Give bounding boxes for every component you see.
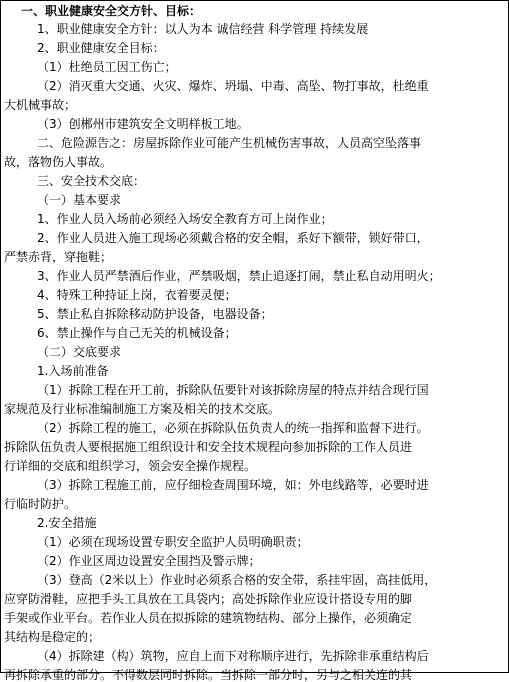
text-line: 1.入场前准备 — [37, 364, 109, 378]
text-line: 一、职业健康安全交方针、目标： — [21, 4, 202, 18]
text-line: 2.安全措施 — [37, 516, 97, 530]
text-line: （2）拆除工程的施工，必须在拆除队伍负责人的统一指挥和监督下进行。 — [37, 421, 429, 435]
text-line: 5、禁止私自拆除移动防护设备，电器设备； — [37, 307, 273, 321]
text-line: 应穿防滑鞋，应把手头工具放在工具袋内；高处拆除作业应设计搭设专用的脚 — [4, 592, 413, 606]
text-line: （4）拆除建（构）筑物，应自上而下对称顺序进行，先拆除非承重结构后 — [37, 649, 429, 663]
text-line: （二）交底要求 — [37, 345, 122, 359]
text-line: 严禁赤背，穿拖鞋； — [4, 250, 113, 264]
text-line: （1）必须在现场设置专职安全监护人员明确职责； — [37, 535, 309, 549]
text-line: 大机械事故； — [4, 98, 77, 112]
text-line: （3）登高（2米以上）作业时必须系合格的安全带，系挂牢固，高挂低用， — [37, 573, 437, 587]
text-line: （2）作业区周边设置安全围挡及警示牌； — [37, 554, 261, 568]
text-line: 三、安全技术交底： — [37, 174, 146, 188]
text-line: 其结构是稳定的； — [4, 630, 101, 644]
text-line: 故，落物伤人事故。 — [4, 155, 113, 169]
text-line: 1、职业健康安全方针：以人为本 诚信经营 科学管理 持续发展 — [37, 22, 369, 36]
text-line: 4、特殊工种持证上岗，衣着要灵便； — [37, 288, 237, 302]
text-line: 行详细的交底和组织学习，领会安全操作规程。 — [4, 459, 257, 473]
text-line: 家规范及行业标准编制施工方案及相关的技术交底。 — [4, 402, 281, 416]
text-line: （2）消灭重大交通、火灾、爆炸、坍塌、中毒、高坠、物打事故，杜绝重 — [37, 79, 429, 93]
text-line: 手架或作业平台。若作业人员在拟拆除的建筑物结构、部分上操作，必须确定 — [4, 611, 413, 625]
text-line: 二、危险源告之：房屋拆除作业可能产生机械伤害事故，人员高空坠落事 — [37, 136, 422, 150]
text-line: 2、作业人员进入施工现场必须戴合格的安全帽，系好下额带，锁好带口， — [37, 231, 429, 245]
text-line: 拆除队伍负责人要根据施工组织设计和安全技术规程向参加拆除的工作人员进 — [4, 440, 413, 454]
text-line: 3、作业人员严禁酒后作业，严禁吸烟，禁止追逐打闹，禁止私自动用明火； — [37, 269, 441, 283]
text-line: （一）基本要求 — [37, 193, 122, 207]
text-line: （1）杜绝员工因工伤亡； — [37, 60, 177, 74]
text-line: 1、作业人员入场前必须经入场安全教育方可上岗作业； — [37, 212, 333, 226]
text-line: 6、禁止操作与自己无关的机械设备； — [37, 326, 237, 340]
text-line: （3）拆除工程施工前，应仔细检查周围环境，如：外电线路等，必要时进 — [37, 478, 429, 492]
text-line: （1）拆除工程在开工前，拆除队伍要针对该拆除房屋的特点并结合现行国 — [37, 383, 429, 397]
text-line: （3）创郴州市建筑安全文明样板工地。 — [37, 117, 249, 131]
text-line: 2、职业健康安全目标： — [37, 41, 165, 55]
text-line: 行临时防护。 — [4, 497, 77, 511]
text-line: 再拆除承重的部分。不得数层同时拆除。当拆除一部分时，另与之相关连的其 — [4, 668, 413, 682]
